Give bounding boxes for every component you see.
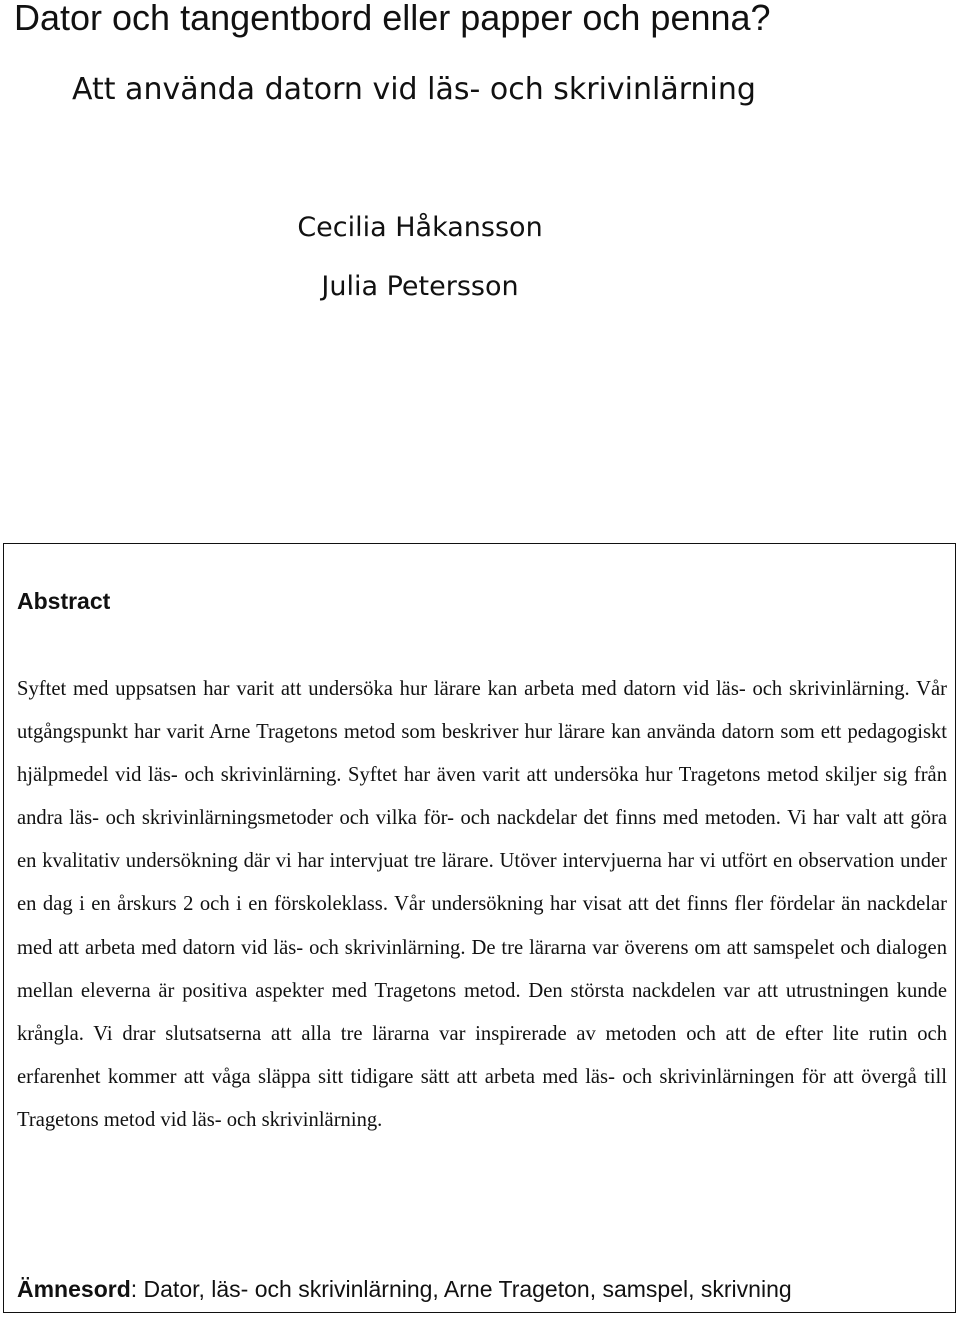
keywords-text: Dator, läs- och skrivinlärning, Arne Trageton, samspel, skrivning <box>143 1276 792 1302</box>
author-name: Cecilia Håkansson <box>297 212 543 243</box>
keywords-label: Ämnesord <box>17 1276 131 1302</box>
document-subtitle: Att använda datorn vid läs- och skrivinlärning <box>72 72 756 107</box>
document-title: Dator och tangentbord eller papper och penna? <box>14 0 771 38</box>
abstract-box <box>3 543 956 1313</box>
keywords-separator: : <box>130 1276 144 1302</box>
abstract-body: Syftet med uppsatsen har varit att undersöka hur lärare kan arbeta med datorn vid läs- och skrivinlärning. Vår utgångspunkt har varit Arne Tragetons metod som beskriver hur lärare kan använda datorn som ett pedagogiskt hjälpmedel vid läs- och skrivinlärning. Syftet har även varit att undersöka hur Tragetons metod skiljer sig från andra läs- och skrivinlärningsmetoder och vilka för- och nackdelar det finns med metoden. Vi har valt att göra en kvalitativ undersökning där vi har intervjuat tre lärare. Utöver intervjuerna har vi utfört en observation under en dag i en årskurs 2 och i en förskoleklass. Vår undersökning har visat att det finns fler fördelar än nackdelar med att arbeta med datorn vid läs- och skrivinlärning. De tre lärarna var överens om att samspelet och dialogen mellan eleverna är positiva aspekter med Tragetons metod. Den största nackdelen var att utrustningen kunde krångla. Vi drar slutsatserna att alla tre lärarna var inspirerade av metoden och att de efter lite rutin och erfarenhet kommer att våga släppa sitt tidigare sätt att arbeta med läs- och skrivinlärningen för att övergå till Tragetons metod vid läs- och skrivinlärning. <box>17 678 947 1131</box>
keywords-line <box>17 1272 792 1306</box>
author-name: Julia Petersson <box>321 271 519 302</box>
abstract-heading: Abstract <box>17 588 111 614</box>
